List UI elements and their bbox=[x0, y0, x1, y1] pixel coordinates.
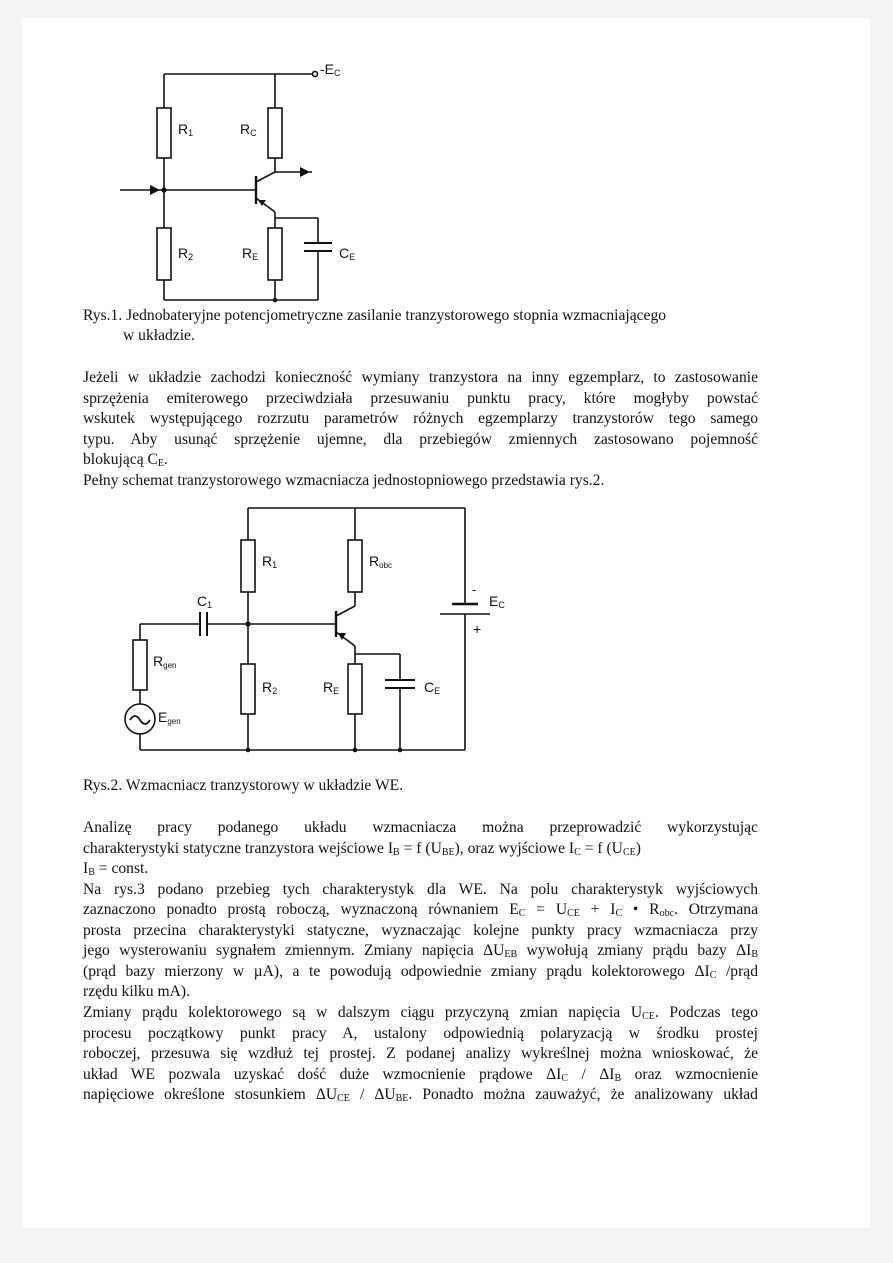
fig2-egen-label: E bbox=[158, 709, 168, 725]
svg-text:RE: RE bbox=[242, 245, 259, 262]
fig2-robc-label: R bbox=[369, 553, 380, 569]
para2-line: prosta przecina charakterystyki statyczne, wyznaczając kolejne punkty pracy wzmacniacza przy bbox=[83, 921, 758, 939]
fig1-rc-label: R bbox=[240, 121, 251, 137]
para2-line: zaznaczono ponadto prostą roboczą, wyznaczoną równaniem $E_C = U_{CE} + I_C$ • $R_{obc}$. Otrzymana bbox=[83, 901, 758, 919]
svg-text:Robc: Robc bbox=[369, 553, 393, 570]
para3-line: Zmiany prądu kolektorowego są w dalszym ciągu przyczyną zmian napięcia $U_{CE}$. Podczas tego bbox=[83, 1004, 758, 1022]
fig1-re-label: R bbox=[242, 245, 253, 261]
fig2-plus-label: + bbox=[473, 621, 482, 637]
figure-1-circuit bbox=[0, 0, 893, 320]
fig1-r1-label: R bbox=[178, 121, 189, 137]
fig2-r1-resistor bbox=[241, 540, 255, 592]
para2-line: rzędu kilku mA). bbox=[83, 983, 190, 1000]
para2-line: (prąd bazy mierzony w µA), a te powodują odpowiednie zmiany prądu kolektorowego $\Delta I_C$ /prąd bbox=[83, 962, 758, 981]
figure-2-caption: Rys.2. Wzmacniacz tranzystorowy w układzie WE. bbox=[83, 777, 404, 794]
para1-line: sprzężenia emiterowego przeciwdziała przesuwaniu punktu pracy, które mogłyby powstać bbox=[83, 389, 758, 407]
para1-line: wskutek występującego rozrzutu parametrów różnych egzemplarzy tranzystorów tego samego bbox=[83, 410, 758, 427]
para2-line: charakterystyki statyczne tranzystora wejściowe $I_B = f$ $(U_{BE})$, oraz wyjściowe $I_C = f$ $(U_{CE})$ bbox=[83, 839, 641, 858]
para2-line: Na rys.3 podano przebieg tych charakterystyk dla WE. Na polu charakterystyk wyjściowych bbox=[83, 880, 758, 898]
fig1-r2-resistor bbox=[157, 228, 171, 280]
fig2-c1-label: C bbox=[197, 593, 208, 609]
figure-1-caption-line-2: w układzie. bbox=[123, 327, 195, 344]
fig1-supply-label: -E bbox=[320, 61, 334, 77]
para1-line-6: Pełny schemat tranzystorowego wzmacniacza jednostopniowego przedstawia rys.2. bbox=[83, 471, 605, 489]
fig2-r2-label: R bbox=[262, 679, 273, 695]
svg-text:R2: R2 bbox=[262, 679, 278, 696]
para3-line: roboczej, przesuwa się wzdłuż tej prostej. Z podanej analizy wykreślnej można wnioskować, że bbox=[83, 1045, 758, 1062]
para3-line: procesu początkowy punkt pracy A, ustalony odpowiednią polaryzacją w środku prostej bbox=[83, 1024, 758, 1042]
fig2-r2-resistor bbox=[241, 664, 255, 714]
fig2-rgen-label: R bbox=[153, 653, 164, 669]
para3-line: układ WE pozwala uzyskać dość duże wzmocnienie prądowe $\Delta I_C / \Delta I_B$ oraz wzmocnienie bbox=[83, 1065, 758, 1084]
fig2-minus-label: - bbox=[472, 582, 477, 597]
svg-text:CE: CE bbox=[339, 245, 356, 262]
para1-line: Jeżeli w układzie zachodzi konieczność wymiany tranzystora na inny egzemplarz, to zastosowanie bbox=[83, 369, 758, 386]
fig1-ce-label: C bbox=[339, 245, 350, 261]
fig1-r1-resistor bbox=[157, 108, 171, 158]
svg-text:R1: R1 bbox=[178, 121, 194, 138]
svg-text:C1: C1 bbox=[197, 593, 213, 610]
svg-text:R1: R1 bbox=[262, 553, 278, 570]
svg-text:EC: EC bbox=[489, 593, 505, 610]
figure-2-circuit bbox=[0, 490, 893, 810]
paragraph-3 bbox=[83, 1003, 758, 1106]
fig2-ec-label: E bbox=[489, 593, 499, 609]
svg-text:Egen: Egen bbox=[158, 709, 181, 726]
svg-text:Rgen: Rgen bbox=[153, 653, 177, 670]
fig2-rgen-resistor bbox=[133, 640, 147, 690]
svg-text:CE: CE bbox=[424, 679, 441, 696]
figure-1-caption-line-1: Rys.1. Jednobateryjne potencjometryczne zasilanie tranzystorowego stopnia wzmacniającego bbox=[83, 307, 667, 324]
fig1-r2-label: R bbox=[178, 245, 189, 261]
svg-text:RE: RE bbox=[323, 679, 340, 696]
para3-line: napięciowe określone stosunkiem $\Delta U_{CE} / \Delta U_{BE}$. Ponadto można zauważyć, że analizowany układ bbox=[83, 1086, 758, 1104]
svg-text:-EC: -EC bbox=[320, 61, 341, 78]
fig1-rc-resistor bbox=[268, 108, 282, 158]
para2-line: jego wysterowaniu sygnałem zmiennym. Zmiany napięcia $\Delta U_{EB}$ wywołują zmiany prądu bazy $\Delta I_B$ bbox=[83, 942, 758, 960]
para1-line: blokującą $C_E$. bbox=[83, 451, 168, 469]
para2-line: $I_B$ = const. bbox=[83, 860, 149, 878]
fig2-ce-label: C bbox=[424, 679, 435, 695]
svg-text:R2: R2 bbox=[178, 245, 194, 262]
para2-line: Analizę pracy podanego układu wzmacniacza można przeprowadzić wykorzystując bbox=[83, 819, 758, 836]
fig2-robc-resistor bbox=[348, 540, 362, 592]
paragraph-2 bbox=[83, 818, 758, 1003]
fig2-re-resistor bbox=[348, 664, 362, 714]
fig2-re-label: R bbox=[323, 679, 334, 695]
para1-line: typu. Aby usunąć sprzężenie ujemne, dla przebiegów zmiennych zastosowano pojemność bbox=[83, 430, 758, 448]
paragraph-1 bbox=[83, 368, 758, 491]
fig1-re-resistor bbox=[268, 228, 282, 280]
fig2-r1-label: R bbox=[262, 553, 273, 569]
svg-text:RC: RC bbox=[240, 121, 257, 138]
